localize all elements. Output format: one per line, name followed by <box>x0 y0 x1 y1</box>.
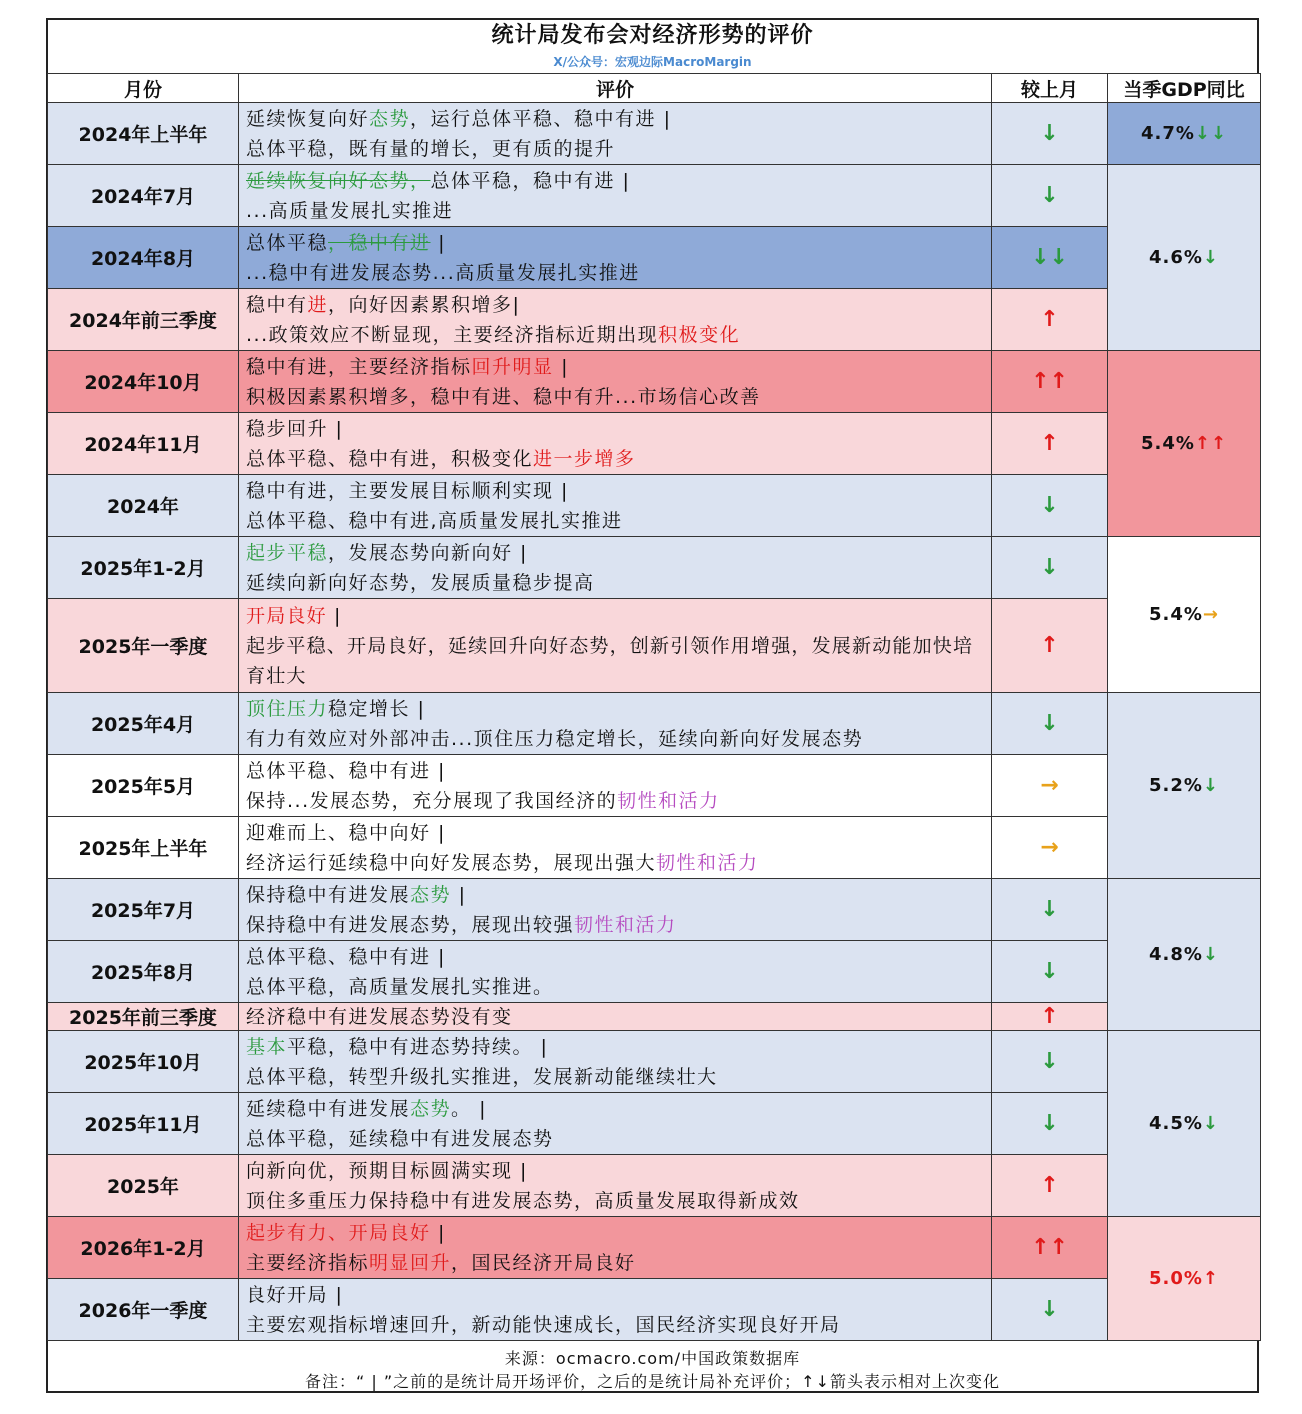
evaluation-text-segment: ，发展态势向新向好 | <box>328 541 528 564</box>
evaluation-cell <box>239 1279 992 1341</box>
arrow-down-icon: ↓ <box>1040 493 1059 518</box>
table-row <box>48 941 1261 1003</box>
evaluation-text-segment: 保持稳中有进发展态势，展现出较强 <box>246 913 575 936</box>
supplementary-evaluation <box>246 1124 991 1154</box>
table-row <box>48 413 1261 475</box>
opening-evaluation <box>246 290 991 320</box>
change-cell <box>992 475 1108 537</box>
evaluation-cell <box>239 289 992 351</box>
arrow-right-icon: → <box>1202 604 1219 625</box>
evaluation-text-segment: 迎难而上、稳中向好 | <box>246 821 446 844</box>
gdp-cell <box>1108 537 1261 693</box>
evaluation-text-segment: 积极因素累积增多，稳中有进、稳中有升...市场信心改善 <box>246 385 761 408</box>
arrow-down-icon: ↓ <box>1040 555 1059 580</box>
evaluation-text-segment: 态势 <box>410 883 452 906</box>
evaluation-text-segment: 顶住压力 <box>246 697 329 720</box>
header-month: 月份 <box>48 74 239 103</box>
evaluation-text-segment: 明显回升 <box>369 1251 452 1274</box>
change-cell <box>992 351 1108 413</box>
change-cell <box>992 165 1108 227</box>
evaluation-cell <box>239 475 992 537</box>
evaluation-text-segment: 韧性和活力 <box>656 851 759 874</box>
opening-evaluation <box>246 880 991 910</box>
month-cell: 2025年7月 <box>48 879 239 941</box>
month-cell: 2024年前三季度 <box>48 289 239 351</box>
evaluation-text-segment: 良好开局 | <box>246 1283 344 1306</box>
opening-evaluation <box>246 352 991 382</box>
supplementary-evaluation <box>246 258 991 288</box>
arrow-down-icon: ↓ <box>1040 1049 1059 1074</box>
table-row <box>48 693 1261 755</box>
opening-evaluation <box>246 1280 991 1310</box>
change-cell <box>992 941 1108 1003</box>
evaluation-cell <box>239 103 992 165</box>
evaluation-text-segment: 积极变化 <box>658 323 741 346</box>
evaluation-text-segment: ...高质量发展扎实推进 <box>246 199 454 222</box>
arrow-down-icon: ↓ <box>1202 944 1219 965</box>
table-row <box>48 351 1261 413</box>
table-row <box>48 289 1261 351</box>
arrow-down-icon: ↓ <box>1040 121 1059 146</box>
opening-evaluation <box>246 942 991 972</box>
table-body <box>48 103 1261 1341</box>
table-row <box>48 103 1261 165</box>
gdp-value: 4.5% <box>1148 1113 1203 1134</box>
supplementary-evaluation <box>246 196 991 226</box>
evaluation-text-segment: 总体平稳 <box>246 231 329 254</box>
gdp-value: 5.4% <box>1140 433 1195 454</box>
arrow-down-icon: ↓↓ <box>1194 123 1228 144</box>
evaluation-text-segment: 起步有力、开局良好 <box>246 1221 431 1244</box>
evaluation-text-segment: 稳中有 <box>246 293 308 316</box>
supplementary-evaluation <box>246 1186 991 1216</box>
evaluation-text-segment: 总体平稳，既有量的增长，更有质的提升 <box>246 137 616 160</box>
table-row <box>48 1155 1261 1217</box>
evaluation-text-segment: 进一步增多 <box>533 447 636 470</box>
evaluation-cell <box>239 693 992 755</box>
opening-evaluation <box>246 1032 991 1062</box>
opening-evaluation <box>246 818 991 848</box>
arrow-up-icon: ↑ <box>1040 1004 1059 1029</box>
evaluation-text-segment: | <box>451 883 467 906</box>
opening-evaluation <box>246 694 991 724</box>
supplementary-evaluation <box>246 1062 991 1092</box>
gdp-cell <box>1108 103 1261 165</box>
change-cell <box>992 599 1108 693</box>
gdp-cell <box>1108 165 1261 351</box>
evaluation-text-segment: 稳中有进，主要经济指标 <box>246 355 472 378</box>
source-note: 来源：ocmacro.com/中国政策数据库 <box>504 1349 801 1368</box>
gdp-cell <box>1108 351 1261 537</box>
opening-evaluation <box>246 1218 991 1248</box>
opening-evaluation <box>246 1094 991 1124</box>
gdp-cell <box>1108 879 1261 1031</box>
supplementary-evaluation <box>246 724 991 754</box>
evaluation-text-segment: 稳中有进，主要发展目标顺利实现 | <box>246 479 569 502</box>
arrow-up-icon: ↑ <box>1202 1268 1219 1289</box>
opening-evaluation <box>246 1156 991 1186</box>
table-row <box>48 599 1261 693</box>
month-cell: 2025年上半年 <box>48 817 239 879</box>
supplementary-evaluation <box>246 568 991 598</box>
change-cell <box>992 1093 1108 1155</box>
evaluation-text-segment: 主要宏观指标增速回升，新动能快速成长，国民经济实现良好开局 <box>246 1313 841 1336</box>
evaluation-text-segment: ，向好因素累积增多| <box>328 293 521 316</box>
arrow-up-icon: ↑↑ <box>1194 433 1228 454</box>
evaluation-text-segment: 总体平稳、稳中有进,高质量发展扎实推进 <box>246 509 623 532</box>
evaluation-text-segment: 。 | <box>451 1097 487 1120</box>
evaluation-text-segment: 回升明显 <box>471 355 554 378</box>
table-row <box>48 1031 1261 1093</box>
arrow-down-icon: ↓ <box>1040 183 1059 208</box>
evaluation-text-segment: ，国民经济开局良好 <box>451 1251 636 1274</box>
evaluation-text-segment: 经济运行延续稳中向好发展态势，展现出强大 <box>246 851 657 874</box>
gdp-value: 5.0% <box>1148 1268 1203 1289</box>
arrow-up-icon: ↑ <box>1040 633 1059 658</box>
evaluation-text-segment: ，稳中有进 <box>328 231 431 254</box>
header-row <box>48 74 1261 103</box>
supplementary-evaluation <box>246 631 991 691</box>
evaluation-text-segment: 向新向优，预期目标圆满实现 | <box>246 1159 528 1182</box>
supplementary-evaluation <box>246 382 991 412</box>
supplementary-evaluation <box>246 444 991 474</box>
evaluation-text-segment: 进 <box>307 293 329 316</box>
evaluation-text-segment: 总体平稳，稳中有进 | <box>430 169 631 192</box>
evaluation-text-segment: 经济稳中有进发展态势没有变 <box>246 1005 513 1028</box>
opening-evaluation <box>246 166 991 196</box>
arrow-down-icon: ↓ <box>1202 775 1219 796</box>
opening-evaluation <box>246 1005 991 1029</box>
arrow-right-icon: → <box>1040 835 1059 860</box>
change-cell <box>992 817 1108 879</box>
evaluation-text-segment: | <box>430 231 446 254</box>
table-footer <box>48 1347 1257 1393</box>
month-cell: 2024年11月 <box>48 413 239 475</box>
evaluation-cell <box>239 817 992 879</box>
evaluation-text-segment: | <box>326 604 342 627</box>
month-cell: 2025年11月 <box>48 1093 239 1155</box>
arrow-down-icon: ↓ <box>1040 959 1059 984</box>
month-cell: 2025年 <box>48 1155 239 1217</box>
opening-evaluation <box>246 756 991 786</box>
evaluation-cell <box>239 1217 992 1279</box>
change-cell <box>992 755 1108 817</box>
supplementary-evaluation <box>246 972 991 1002</box>
header-change: 较上月 <box>992 74 1108 103</box>
arrow-down-icon: ↓ <box>1040 711 1059 736</box>
table-row <box>48 227 1261 289</box>
evaluation-table <box>47 73 1261 1341</box>
table-title: 统计局发布会对经济形势的评价 <box>491 23 814 48</box>
table-subtitle: X/公众号：宏观边际MacroMargin <box>553 55 752 69</box>
gdp-cell <box>1108 693 1261 879</box>
evaluation-cell <box>239 227 992 289</box>
evaluation-cell <box>239 1003 992 1031</box>
remark-note: 备注：“ | ”之前的是统计局开场评价，之后的是统计局补充评价；↑↓箭头表示相对上次变化 <box>305 1372 1000 1391</box>
arrow-up-icon: ↑↑ <box>1031 369 1068 394</box>
month-cell: 2024年上半年 <box>48 103 239 165</box>
change-cell <box>992 227 1108 289</box>
table-row <box>48 1217 1261 1279</box>
table-row <box>48 1003 1261 1031</box>
gdp-value: 4.7% <box>1140 123 1195 144</box>
evaluation-text-segment: 起步平稳 <box>246 541 329 564</box>
evaluation-text-segment: 总体平稳、稳中有进，积极变化 <box>246 447 534 470</box>
table-row <box>48 475 1261 537</box>
evaluation-text-segment: ，运行总体平稳、稳中有进 | <box>410 107 672 130</box>
evaluation-cell <box>239 755 992 817</box>
evaluation-text-segment: 总体平稳，延续稳中有进发展态势 <box>246 1127 554 1150</box>
arrow-down-icon: ↓ <box>1202 247 1219 268</box>
supplementary-evaluation <box>246 910 991 940</box>
table-row <box>48 1093 1261 1155</box>
supplementary-evaluation <box>246 1248 991 1278</box>
evaluation-text-segment: 有力有效应对外部冲击...顶住压力稳定增长，延续向新向好发展态势 <box>246 727 864 750</box>
month-cell: 2025年10月 <box>48 1031 239 1093</box>
evaluation-cell <box>239 413 992 475</box>
change-cell <box>992 413 1108 475</box>
arrow-down-icon: ↓↓ <box>1031 245 1068 270</box>
month-cell: 2024年7月 <box>48 165 239 227</box>
change-cell <box>992 1217 1108 1279</box>
supplementary-evaluation <box>246 848 991 878</box>
evaluation-cell <box>239 165 992 227</box>
table-row <box>48 755 1261 817</box>
evaluation-text-segment: 开局良好 <box>246 604 327 627</box>
evaluation-text-segment: 总体平稳、稳中有进 | <box>246 945 446 968</box>
change-cell <box>992 1155 1108 1217</box>
gdp-cell <box>1108 1217 1261 1341</box>
evaluation-cell <box>239 1031 992 1093</box>
change-cell <box>992 103 1108 165</box>
change-cell <box>992 1031 1108 1093</box>
month-cell: 2026年一季度 <box>48 1279 239 1341</box>
change-cell <box>992 537 1108 599</box>
evaluation-text-segment: 稳步回升 | <box>246 417 344 440</box>
supplementary-evaluation <box>246 786 991 816</box>
table-row <box>48 817 1261 879</box>
evaluation-text-segment: 平稳，稳中有进态势持续。 | <box>287 1035 549 1058</box>
summary-table-sheet <box>46 18 1259 1393</box>
evaluation-cell <box>239 1155 992 1217</box>
evaluation-text-segment: 顶住多重压力保持稳中有进发展态势，高质量发展取得新成效 <box>246 1189 800 1212</box>
arrow-down-icon: ↓ <box>1040 1111 1059 1136</box>
month-cell: 2025年5月 <box>48 755 239 817</box>
gdp-value: 4.8% <box>1148 944 1203 965</box>
evaluation-text-segment: 起步平稳、开局良好，延续回升向好态势，创新引领作用增强，发展新动能加快培育壮大 <box>246 634 974 687</box>
month-cell: 2024年8月 <box>48 227 239 289</box>
supplementary-evaluation <box>246 134 991 164</box>
evaluation-text-segment: 总体平稳，转型升级扎实推进，发展新动能继续壮大 <box>246 1065 718 1088</box>
evaluation-text-segment: 总体平稳、稳中有进 | <box>246 759 446 782</box>
table-row <box>48 165 1261 227</box>
evaluation-text-segment: 总体平稳，高质量发展扎实推进。 <box>246 975 554 998</box>
header-gdp: 当季GDP同比 <box>1108 74 1261 103</box>
evaluation-text-segment: 态势 <box>410 1097 452 1120</box>
change-cell <box>992 289 1108 351</box>
evaluation-text-segment: 延续稳中有进发展 <box>246 1097 411 1120</box>
gdp-cell <box>1108 1031 1261 1217</box>
opening-evaluation <box>246 601 991 631</box>
evaluation-text-segment: 稳定增长 | <box>328 697 426 720</box>
month-cell: 2024年 <box>48 475 239 537</box>
evaluation-text-segment: 韧性和活力 <box>574 913 677 936</box>
month-cell: 2025年一季度 <box>48 599 239 693</box>
month-cell: 2024年10月 <box>48 351 239 413</box>
arrow-up-icon: ↑↑ <box>1031 1235 1068 1260</box>
evaluation-cell <box>239 941 992 1003</box>
month-cell: 2026年1-2月 <box>48 1217 239 1279</box>
opening-evaluation <box>246 476 991 506</box>
evaluation-text-segment: | <box>553 355 569 378</box>
evaluation-cell <box>239 351 992 413</box>
supplementary-evaluation <box>246 506 991 536</box>
evaluation-text-segment: 保持稳中有进发展 <box>246 883 411 906</box>
arrow-down-icon: ↓ <box>1040 1297 1059 1322</box>
arrow-down-icon: ↓ <box>1040 897 1059 922</box>
gdp-value: 4.6% <box>1148 247 1203 268</box>
opening-evaluation <box>246 538 991 568</box>
evaluation-text-segment: ...稳中有进发展态势...高质量发展扎实推进 <box>246 261 640 284</box>
arrow-right-icon: → <box>1040 773 1059 798</box>
table-row <box>48 537 1261 599</box>
arrow-down-icon: ↓ <box>1202 1113 1219 1134</box>
opening-evaluation <box>246 414 991 444</box>
arrow-up-icon: ↑ <box>1040 431 1059 456</box>
supplementary-evaluation <box>246 1310 991 1340</box>
arrow-up-icon: ↑ <box>1040 1173 1059 1198</box>
evaluation-text-segment: 主要经济指标 <box>246 1251 370 1274</box>
evaluation-text-segment: 延续恢复向好态势， <box>246 169 431 192</box>
evaluation-cell <box>239 537 992 599</box>
header-evaluation: 评价 <box>239 74 992 103</box>
change-cell <box>992 1279 1108 1341</box>
change-cell <box>992 879 1108 941</box>
evaluation-cell <box>239 599 992 693</box>
evaluation-text-segment: 延续向新向好态势，发展质量稳步提高 <box>246 571 595 594</box>
table-row <box>48 879 1261 941</box>
opening-evaluation <box>246 104 991 134</box>
change-cell <box>992 693 1108 755</box>
evaluation-text-segment: | <box>430 1221 446 1244</box>
table-row <box>48 1279 1261 1341</box>
evaluation-cell <box>239 879 992 941</box>
evaluation-text-segment: 保持...发展态势，充分展现了我国经济的 <box>246 789 618 812</box>
evaluation-cell <box>239 1093 992 1155</box>
evaluation-text-segment: ...政策效应不断显现，主要经济指标近期出现 <box>246 323 659 346</box>
month-cell: 2025年前三季度 <box>48 1003 239 1031</box>
supplementary-evaluation <box>246 320 991 350</box>
evaluation-text-segment: 韧性和活力 <box>617 789 720 812</box>
month-cell: 2025年8月 <box>48 941 239 1003</box>
arrow-up-icon: ↑ <box>1040 307 1059 332</box>
evaluation-text-segment: 延续恢复向好 <box>246 107 370 130</box>
gdp-value: 5.2% <box>1148 775 1203 796</box>
evaluation-text-segment: 态势 <box>369 107 411 130</box>
opening-evaluation <box>246 228 991 258</box>
gdp-value: 5.4% <box>1148 604 1203 625</box>
month-cell: 2025年4月 <box>48 693 239 755</box>
month-cell: 2025年1-2月 <box>48 537 239 599</box>
evaluation-text-segment: 基本 <box>246 1035 288 1058</box>
change-cell <box>992 1003 1108 1031</box>
